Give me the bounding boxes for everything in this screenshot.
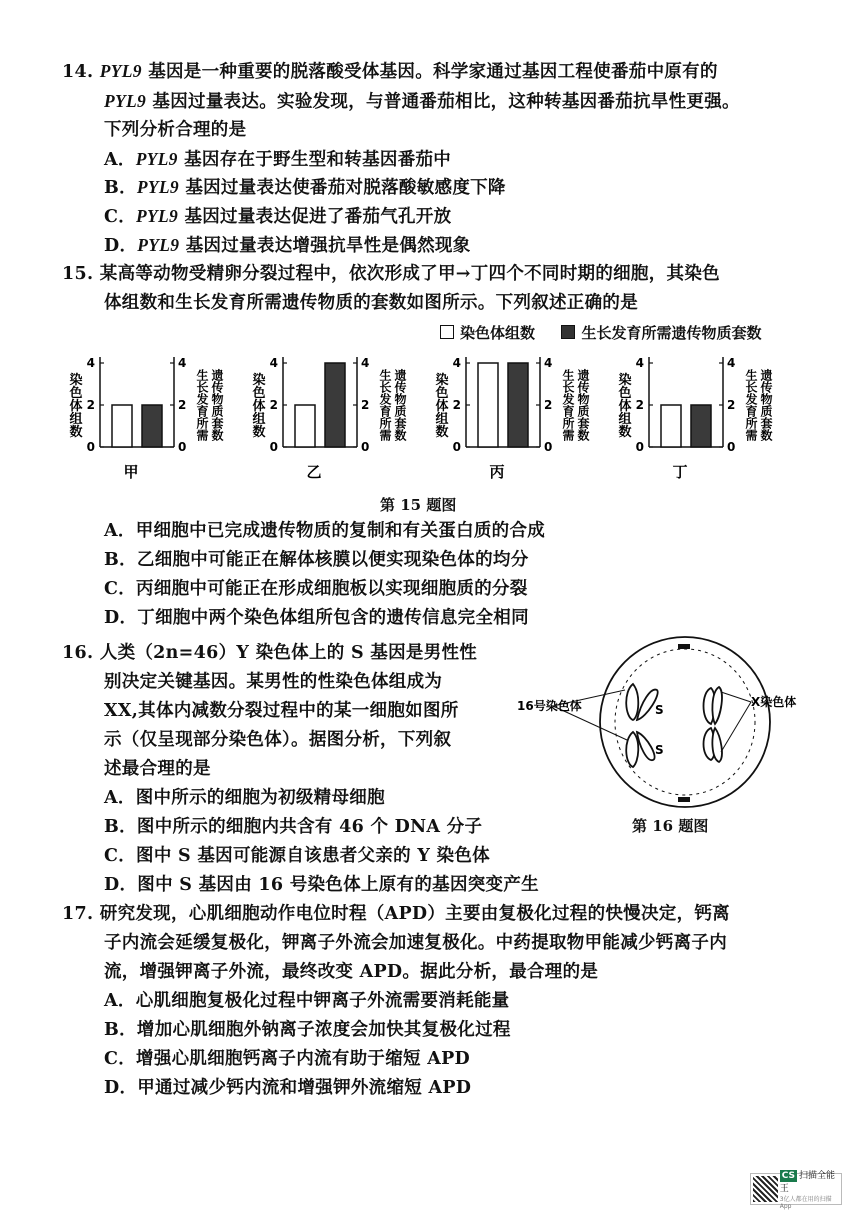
right-tick-label: 2 bbox=[544, 398, 553, 412]
qr-code-icon bbox=[753, 1176, 778, 1202]
label-chromosome-16: 16号染色体 bbox=[517, 699, 582, 713]
scanner-watermark: CS 扫描全能王 3亿人都在用的扫描App bbox=[750, 1173, 842, 1205]
centrosome-bottom bbox=[678, 797, 690, 802]
chromosome-16-pair bbox=[626, 684, 657, 767]
bar-genetic-material-sets bbox=[508, 363, 528, 447]
right-axis-label-part1: 生长发育所需 bbox=[561, 369, 575, 441]
left-axis-label: 染色体组数 bbox=[66, 372, 82, 438]
q16-option-a: A．图中所示的细胞为初级精母细胞 bbox=[104, 788, 385, 808]
left-tick-label: 2 bbox=[86, 398, 95, 412]
q16-line3: XX,其体内减数分裂过程中的某一细胞如图所 bbox=[104, 701, 459, 721]
q14-option-b: B．PYL9 基因过量表达使番茄对脱落酸敏感度下降 bbox=[104, 177, 506, 198]
q17-option-b: B．增加心肌细胞外钠离子浓度会加快其复极化过程 bbox=[104, 1020, 511, 1040]
panel-name: 甲 bbox=[123, 463, 139, 481]
legend-white-swatch bbox=[440, 325, 454, 339]
right-tick-label: 4 bbox=[361, 356, 370, 370]
q16-option-b: B．图中所示的细胞内共含有 46 个 DNA 分子 bbox=[104, 817, 483, 837]
right-tick-label: 4 bbox=[544, 356, 553, 370]
right-tick-label: 0 bbox=[727, 440, 736, 454]
right-axis-label-part2: 遗传物质套数 bbox=[759, 369, 773, 441]
q16-number: 16. bbox=[62, 643, 94, 663]
left-axis-label: 染色体组数 bbox=[615, 372, 631, 438]
q15-caption: 第 15 题图 bbox=[380, 496, 457, 514]
right-tick-label: 0 bbox=[361, 440, 370, 454]
q14-line3: 下列分析合理的是 bbox=[104, 120, 247, 140]
q15-bar-charts bbox=[60, 345, 800, 485]
q17-option-a: A．心肌细胞复极化过程中钾离子外流需要消耗能量 bbox=[104, 991, 510, 1011]
right-tick-label: 2 bbox=[727, 398, 736, 412]
left-tick-label: 4 bbox=[86, 356, 95, 370]
left-tick-label: 0 bbox=[269, 440, 278, 454]
bar-chromosome-sets bbox=[295, 405, 315, 447]
q17-line2: 子内流会延缓复极化，钾离子外流会加速复极化。中药提取物甲能减少钙离子内 bbox=[104, 933, 727, 953]
q14-line1: 14. PYL9 基因是一种重要的脱落酸受体基因。科学家通过基因工程使番茄中原有的 bbox=[62, 61, 718, 82]
right-tick-label: 0 bbox=[178, 440, 187, 454]
right-tick-label: 4 bbox=[178, 356, 187, 370]
q17-option-d: D．甲通过减少钙内流和增强钾外流缩短 APD bbox=[104, 1078, 472, 1098]
right-tick-label: 2 bbox=[178, 398, 187, 412]
x-chromosome-pair bbox=[704, 687, 722, 762]
bar-genetic-material-sets bbox=[325, 363, 345, 447]
q17-line3: 流，增强钾离子外流，最终改变 APD。据此分析，最合理的是 bbox=[104, 962, 599, 982]
chart-legend: 染色体组数 生长发育所需遗传物质套数 bbox=[440, 322, 762, 343]
left-tick-label: 4 bbox=[452, 356, 461, 370]
q16-line1: 16. 人类（2n=46）Y 染色体上的 S 基因是男性性 bbox=[62, 643, 478, 663]
right-axis-label-part1: 生长发育所需 bbox=[378, 369, 392, 441]
left-tick-label: 0 bbox=[452, 440, 461, 454]
cell-membrane bbox=[600, 637, 770, 807]
q16-line5: 述最合理的是 bbox=[104, 759, 211, 779]
q16-caption: 第 16 题图 bbox=[632, 817, 709, 835]
gene-s-upper: S bbox=[655, 703, 664, 717]
panel-name: 丁 bbox=[672, 463, 688, 481]
bar-chromosome-sets bbox=[661, 405, 681, 447]
q17-number: 17. bbox=[62, 904, 94, 924]
label-x-chromosome: X染色体 bbox=[751, 695, 797, 709]
q15-option-c: C．丙细胞中可能正在形成细胞板以实现细胞质的分裂 bbox=[104, 579, 528, 599]
right-tick-label: 4 bbox=[727, 356, 736, 370]
q15-option-a: A．甲细胞中已完成遗传物质的复制和有关蛋白质的合成 bbox=[104, 521, 546, 541]
left-tick-label: 4 bbox=[635, 356, 644, 370]
centrosome-top bbox=[678, 644, 690, 649]
panel-name: 丙 bbox=[489, 463, 505, 481]
left-tick-label: 0 bbox=[635, 440, 644, 454]
q16-option-d: D．图中 S 基因由 16 号染色体上原有的基因突变产生 bbox=[104, 875, 539, 895]
q16-line2: 别决定关键基因。某男性的性染色体组成为 bbox=[104, 672, 443, 692]
q17-option-c: C．增强心肌细胞钙离子内流有助于缩短 APD bbox=[104, 1049, 471, 1069]
q16-option-c: C．图中 S 基因可能源自该患者父亲的 Y 染色体 bbox=[104, 846, 490, 866]
q16-cell-diagram bbox=[515, 632, 815, 812]
bar-genetic-material-sets bbox=[691, 405, 711, 447]
bar-chromosome-sets bbox=[112, 405, 132, 447]
pointer-x-upper bbox=[721, 692, 751, 702]
left-axis-label: 染色体组数 bbox=[249, 372, 265, 438]
right-tick-label: 0 bbox=[544, 440, 553, 454]
right-axis-label-part2: 遗传物质套数 bbox=[576, 369, 590, 441]
left-tick-label: 4 bbox=[269, 356, 278, 370]
q14-option-d: D．PYL9 基因过量表达增强抗旱性是偶然现象 bbox=[104, 235, 471, 256]
right-axis-label-part1: 生长发育所需 bbox=[744, 369, 758, 441]
q14-line2: PYL9 基因过量表达。实验发现，与普通番茄相比，这种转基因番茄抗旱性更强。 bbox=[104, 91, 740, 112]
panel-name: 乙 bbox=[306, 463, 322, 481]
right-axis-label-part1: 生长发育所需 bbox=[195, 369, 209, 441]
right-axis-label-part2: 遗传物质套数 bbox=[210, 369, 224, 441]
q15-number: 15. bbox=[62, 264, 94, 284]
left-tick-label: 2 bbox=[269, 398, 278, 412]
legend-dark-swatch bbox=[561, 325, 575, 339]
gene-s-lower: S bbox=[655, 743, 664, 757]
right-axis-label-part2: 遗传物质套数 bbox=[393, 369, 407, 441]
q15-line1: 15. 某高等动物受精卵分裂过程中，依次形成了甲→丁四个不同时期的细胞，其染色 bbox=[62, 264, 720, 284]
bar-chromosome-sets bbox=[478, 363, 498, 447]
spindle bbox=[615, 649, 755, 795]
q14-option-c: C．PYL9 基因过量表达促进了番茄气孔开放 bbox=[104, 206, 452, 227]
left-tick-label: 2 bbox=[635, 398, 644, 412]
bar-genetic-material-sets bbox=[142, 405, 162, 447]
q15-option-d: D．丁细胞中两个染色体组所包含的遗传信息完全相同 bbox=[104, 608, 529, 628]
q14-number: 14. bbox=[62, 62, 94, 82]
q15-option-b: B．乙细胞中可能正在解体核膜以便实现染色体的均分 bbox=[104, 550, 529, 570]
q14-option-a: A．PYL9 基因存在于野生型和转基因番茄中 bbox=[104, 149, 452, 170]
pointer-x-lower bbox=[721, 702, 751, 752]
left-axis-label: 染色体组数 bbox=[432, 372, 448, 438]
q15-line2: 体组数和生长发育所需遗传物质的套数如图所示。下列叙述正确的是 bbox=[104, 293, 638, 313]
left-tick-label: 0 bbox=[86, 440, 95, 454]
q17-line1: 17. 研究发现，心肌细胞动作电位时程（APD）主要由复极化过程的快慢决定，钙离 bbox=[62, 904, 730, 924]
q16-line4: 示（仅呈现部分染色体）。据图分析，下列叙 bbox=[104, 730, 452, 750]
right-tick-label: 2 bbox=[361, 398, 370, 412]
left-tick-label: 2 bbox=[452, 398, 461, 412]
